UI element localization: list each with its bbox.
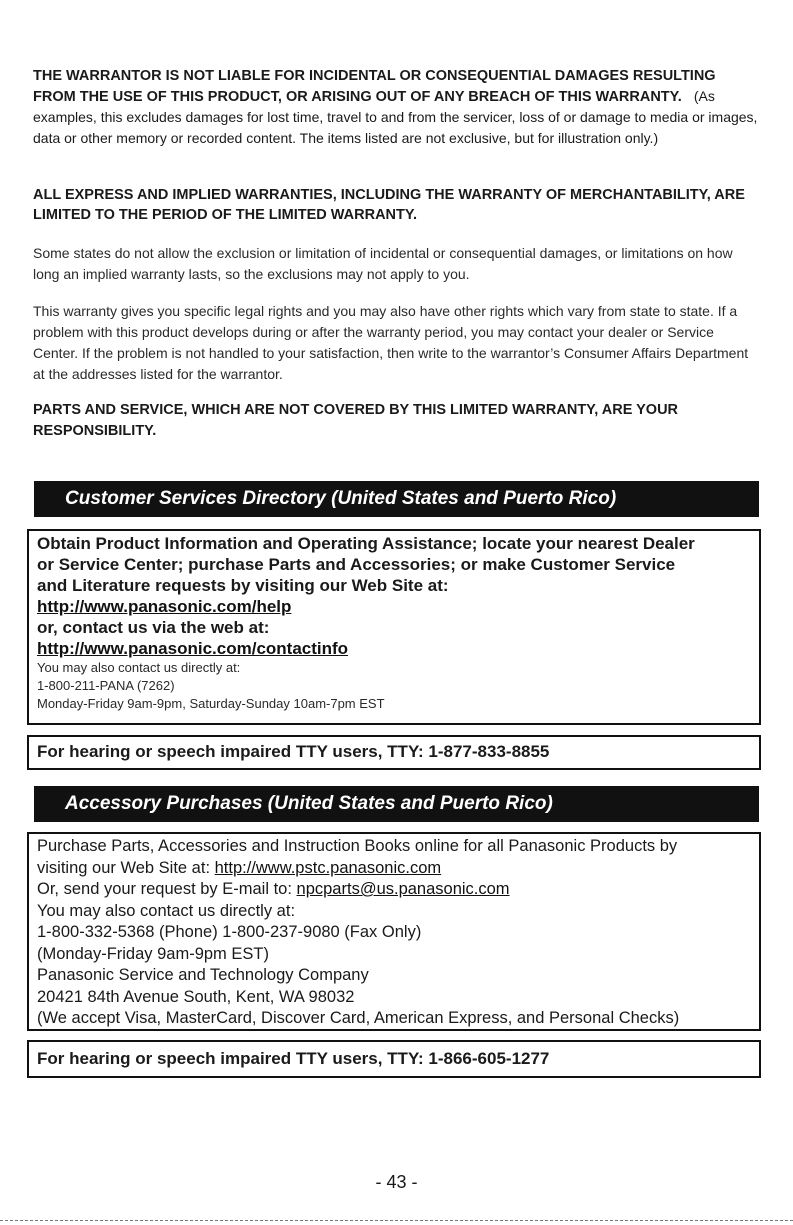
contactinfo-url-link[interactable]: http://www.panasonic.com/contactinfo xyxy=(37,639,349,658)
page-number: - 43 - xyxy=(375,1172,418,1192)
bottom-rule xyxy=(0,1220,793,1221)
parts-email-link[interactable]: npcparts@us.panasonic.com xyxy=(296,880,510,898)
parts-service-paragraph xyxy=(33,400,759,442)
express-implied-text: ALL EXPRESS AND IMPLIED WARRANTIES, INCLUDING THE WARRANTY OF MERCHANTABILITY, ARE LIMITED TO THE PERIOD OF THE LIMITED WARRANTY. xyxy=(33,187,745,223)
customer-services-box xyxy=(27,529,761,725)
some-states-paragraph xyxy=(33,243,759,285)
legal-rights-paragraph xyxy=(33,301,759,385)
acc-tty-box xyxy=(27,1040,761,1078)
customer-services-banner: Customer Services Directory (United States and Puerto Rico) xyxy=(34,481,759,517)
acc-line-1: Purchase Parts, Accessories and Instruction Books online for all Panasonic Products by xyxy=(37,837,678,855)
some-states-text: Some states do not allow the exclusion or limitation of incidental or consequential damages, or limitations on how long an implied warranty lasts, so the exclusions may not apply to you. xyxy=(33,245,733,282)
acc-tty-text: For hearing or speech impaired TTY users, TTY: 1-866-605-1277 xyxy=(37,1049,550,1068)
pstc-url-link[interactable]: http://www.pstc.panasonic.com xyxy=(214,858,442,877)
cs-tty-box xyxy=(27,735,761,770)
acc-line-2-prefix: visiting our Web Site at: xyxy=(37,858,215,877)
acc-line-8: 20421 84th Avenue South, Kent, WA 98032 xyxy=(37,987,355,1006)
parts-service-text: PARTS AND SERVICE, WHICH ARE NOT COVERED BY THIS LIMITED WARRANTY, ARE YOUR RESPONSIBILITY. xyxy=(33,402,679,439)
legal-rights-text: This warranty gives you specific legal rights and you may also have other rights which vary from state to state. If a problem with this product develops during or after the warranty period, you may contact your dealer or Service Center. If the problem is not handled to your satisfaction, then write to the warrantor’s Consumer Affairs Department at the addresses listed for the warrantor. xyxy=(33,303,749,382)
incidental-bold-text: THE WARRANTOR IS NOT LIABLE FOR INCIDENTAL OR CONSEQUENTIAL DAMAGES RESULTING FROM THE USE OF THIS PRODUCT, OR ARISING OUT OF ANY BREACH OF THIS WARRANTY. xyxy=(33,68,716,105)
cs-line-3: and Literature requests by visiting our Web Site at: xyxy=(37,576,449,595)
express-implied-paragraph xyxy=(33,185,759,225)
acc-line-2 xyxy=(37,858,753,880)
incidental-examples-text: (As examples, this excludes damages for lost time, travel to and from the servicer, loss of or damage to media or images, data or other memory or recorded content. The items listed are not exclusive, but for illustration only.) xyxy=(33,88,758,146)
acc-line-3 xyxy=(37,879,753,901)
cs-tty-text: For hearing or speech impaired TTY users, TTY: 1-877-833-8855 xyxy=(37,742,550,761)
cs-directly: You may also contact us directly at: xyxy=(37,660,241,675)
accessory-purchases-banner: Accessory Purchases (United States and Puerto Rico) xyxy=(34,786,759,822)
acc-line-3-prefix: Or, send your request by E-mail to: xyxy=(37,880,297,898)
cs-line-2: or Service Center; purchase Parts and Accessories; or make Customer Service xyxy=(37,555,676,574)
cs-hours: Monday-Friday 9am-9pm, Saturday-Sunday 10am-7pm EST xyxy=(37,696,385,711)
acc-line-9: (We accept Visa, MasterCard, Discover Card, American Express, and Personal Checks) xyxy=(37,1009,680,1027)
cs-phone: 1-800-211-PANA (7262) xyxy=(37,678,175,693)
help-url-link[interactable]: http://www.panasonic.com/help xyxy=(37,597,292,616)
acc-line-7: Panasonic Service and Technology Company xyxy=(37,966,369,984)
acc-line-6: (Monday-Friday 9am-9pm EST) xyxy=(37,944,269,963)
accessory-box xyxy=(27,832,761,1031)
acc-line-5: 1-800-332-5368 (Phone) 1-800-237-9080 (Fax Only) xyxy=(37,923,422,941)
cs-line-1: Obtain Product Information and Operating Assistance; locate your nearest Dealer xyxy=(37,534,695,553)
cs-contact-web: or, contact us via the web at: xyxy=(37,618,270,637)
incidental-damages-paragraph xyxy=(33,66,759,149)
acc-line-4: You may also contact us directly at: xyxy=(37,901,296,920)
